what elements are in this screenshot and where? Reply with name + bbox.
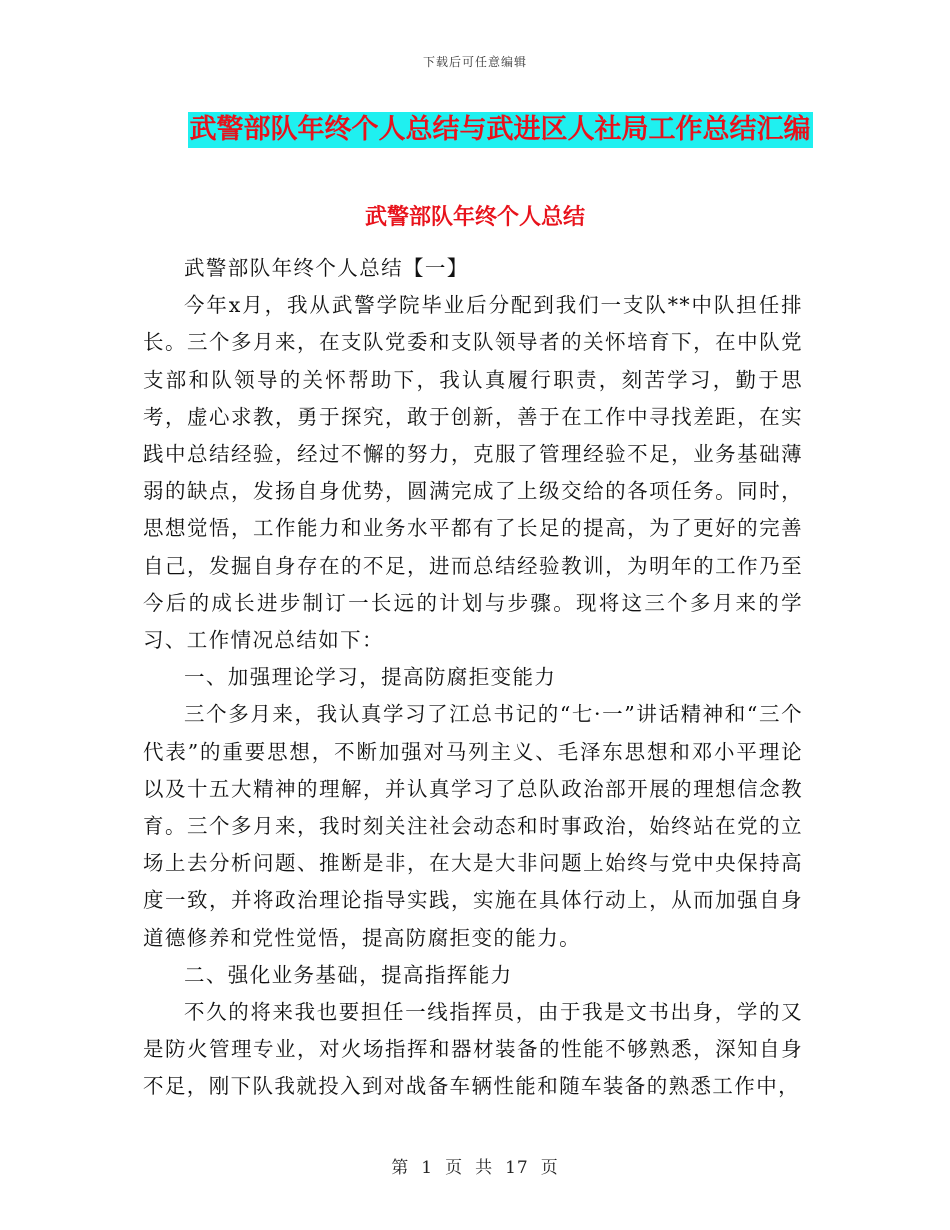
footer-prefix: 第 xyxy=(391,1158,410,1178)
paragraph-heading-theory: 一、加强理论学习，提高防腐拒变能力 xyxy=(184,665,557,690)
section-title: 武警部队年终个人总结 xyxy=(364,205,585,230)
footer-page-number: 1 xyxy=(421,1158,434,1178)
main-title: 武警部队年终个人总结与武进区人社局工作总结汇编 xyxy=(188,112,813,148)
paragraph-theory: 三个多月来，我认真学习了江总书记的“七·一”讲话精神和“三个代表”的重要思想，不断加强对马列主义、毛泽东思想和邓小平理论以及十五大精神的理解，并认真学习了总队政治部开展的理想信念教育。三个多月来，我时刻关注社会动态和时事政治，始终站在党的立场上去分析问题、推断是非，在大是大非问题上始终与党中央保持高度一致，并将政治理论指导实践，实施在具体行动上，从而加强自身道德修养和党性觉悟，提高防腐拒变的能力。 xyxy=(143,702,803,950)
footer-total-label: 共 xyxy=(475,1158,494,1178)
footer-page-label: 页 xyxy=(445,1158,464,1178)
footer-total-pages: 17 xyxy=(505,1158,529,1178)
footer-suffix: 页 xyxy=(540,1158,559,1178)
paragraph-heading-business: 二、强化业务基础，提高指挥能力 xyxy=(184,962,513,987)
header-note: 下载后可任意编辑 xyxy=(422,55,527,69)
page-footer xyxy=(0,1153,950,1178)
paragraph-intro: 今年x月，我从武警学院毕业后分配到我们一支队**中队担任排长。三个多月来，在支队党委和支队领导者的关怀培育下，在中队党支部和队领导的关怀帮助下，我认真履行职责，刻苦学习，勤于思考，虚心求教，勇于探究，敢于创新，善于在工作中寻找差距，在实践中总结经验，经过不懈的努力，克服了管理经验不足，业务基础薄弱的缺点，发扬自身优势，圆满完成了上级交给的各项任务。同时，思想觉悟，工作能力和业务水平都有了长足的提高，为了更好的完善自己，发掘自身存在的不足，进而总结经验教训，为明年的工作乃至今后的成长进步制订一长远的计划与步骤。现将这三个多月来的学习、工作情况总结如下： xyxy=(143,293,803,653)
paragraph-subheading-1: 武警部队年终个人总结【一】 xyxy=(184,256,469,280)
paragraph-business: 不久的将来我也要担任一线指挥员，由于我是文书出身，学的又是防火管理专业，对火场指挥和器材装备的性能不够熟悉，深知自身不足，刚下队我就投入到对战备车辆性能和随车装备的熟悉工作中， xyxy=(143,1000,803,1099)
main-title-wrap xyxy=(0,112,950,148)
document-body xyxy=(143,250,803,1106)
